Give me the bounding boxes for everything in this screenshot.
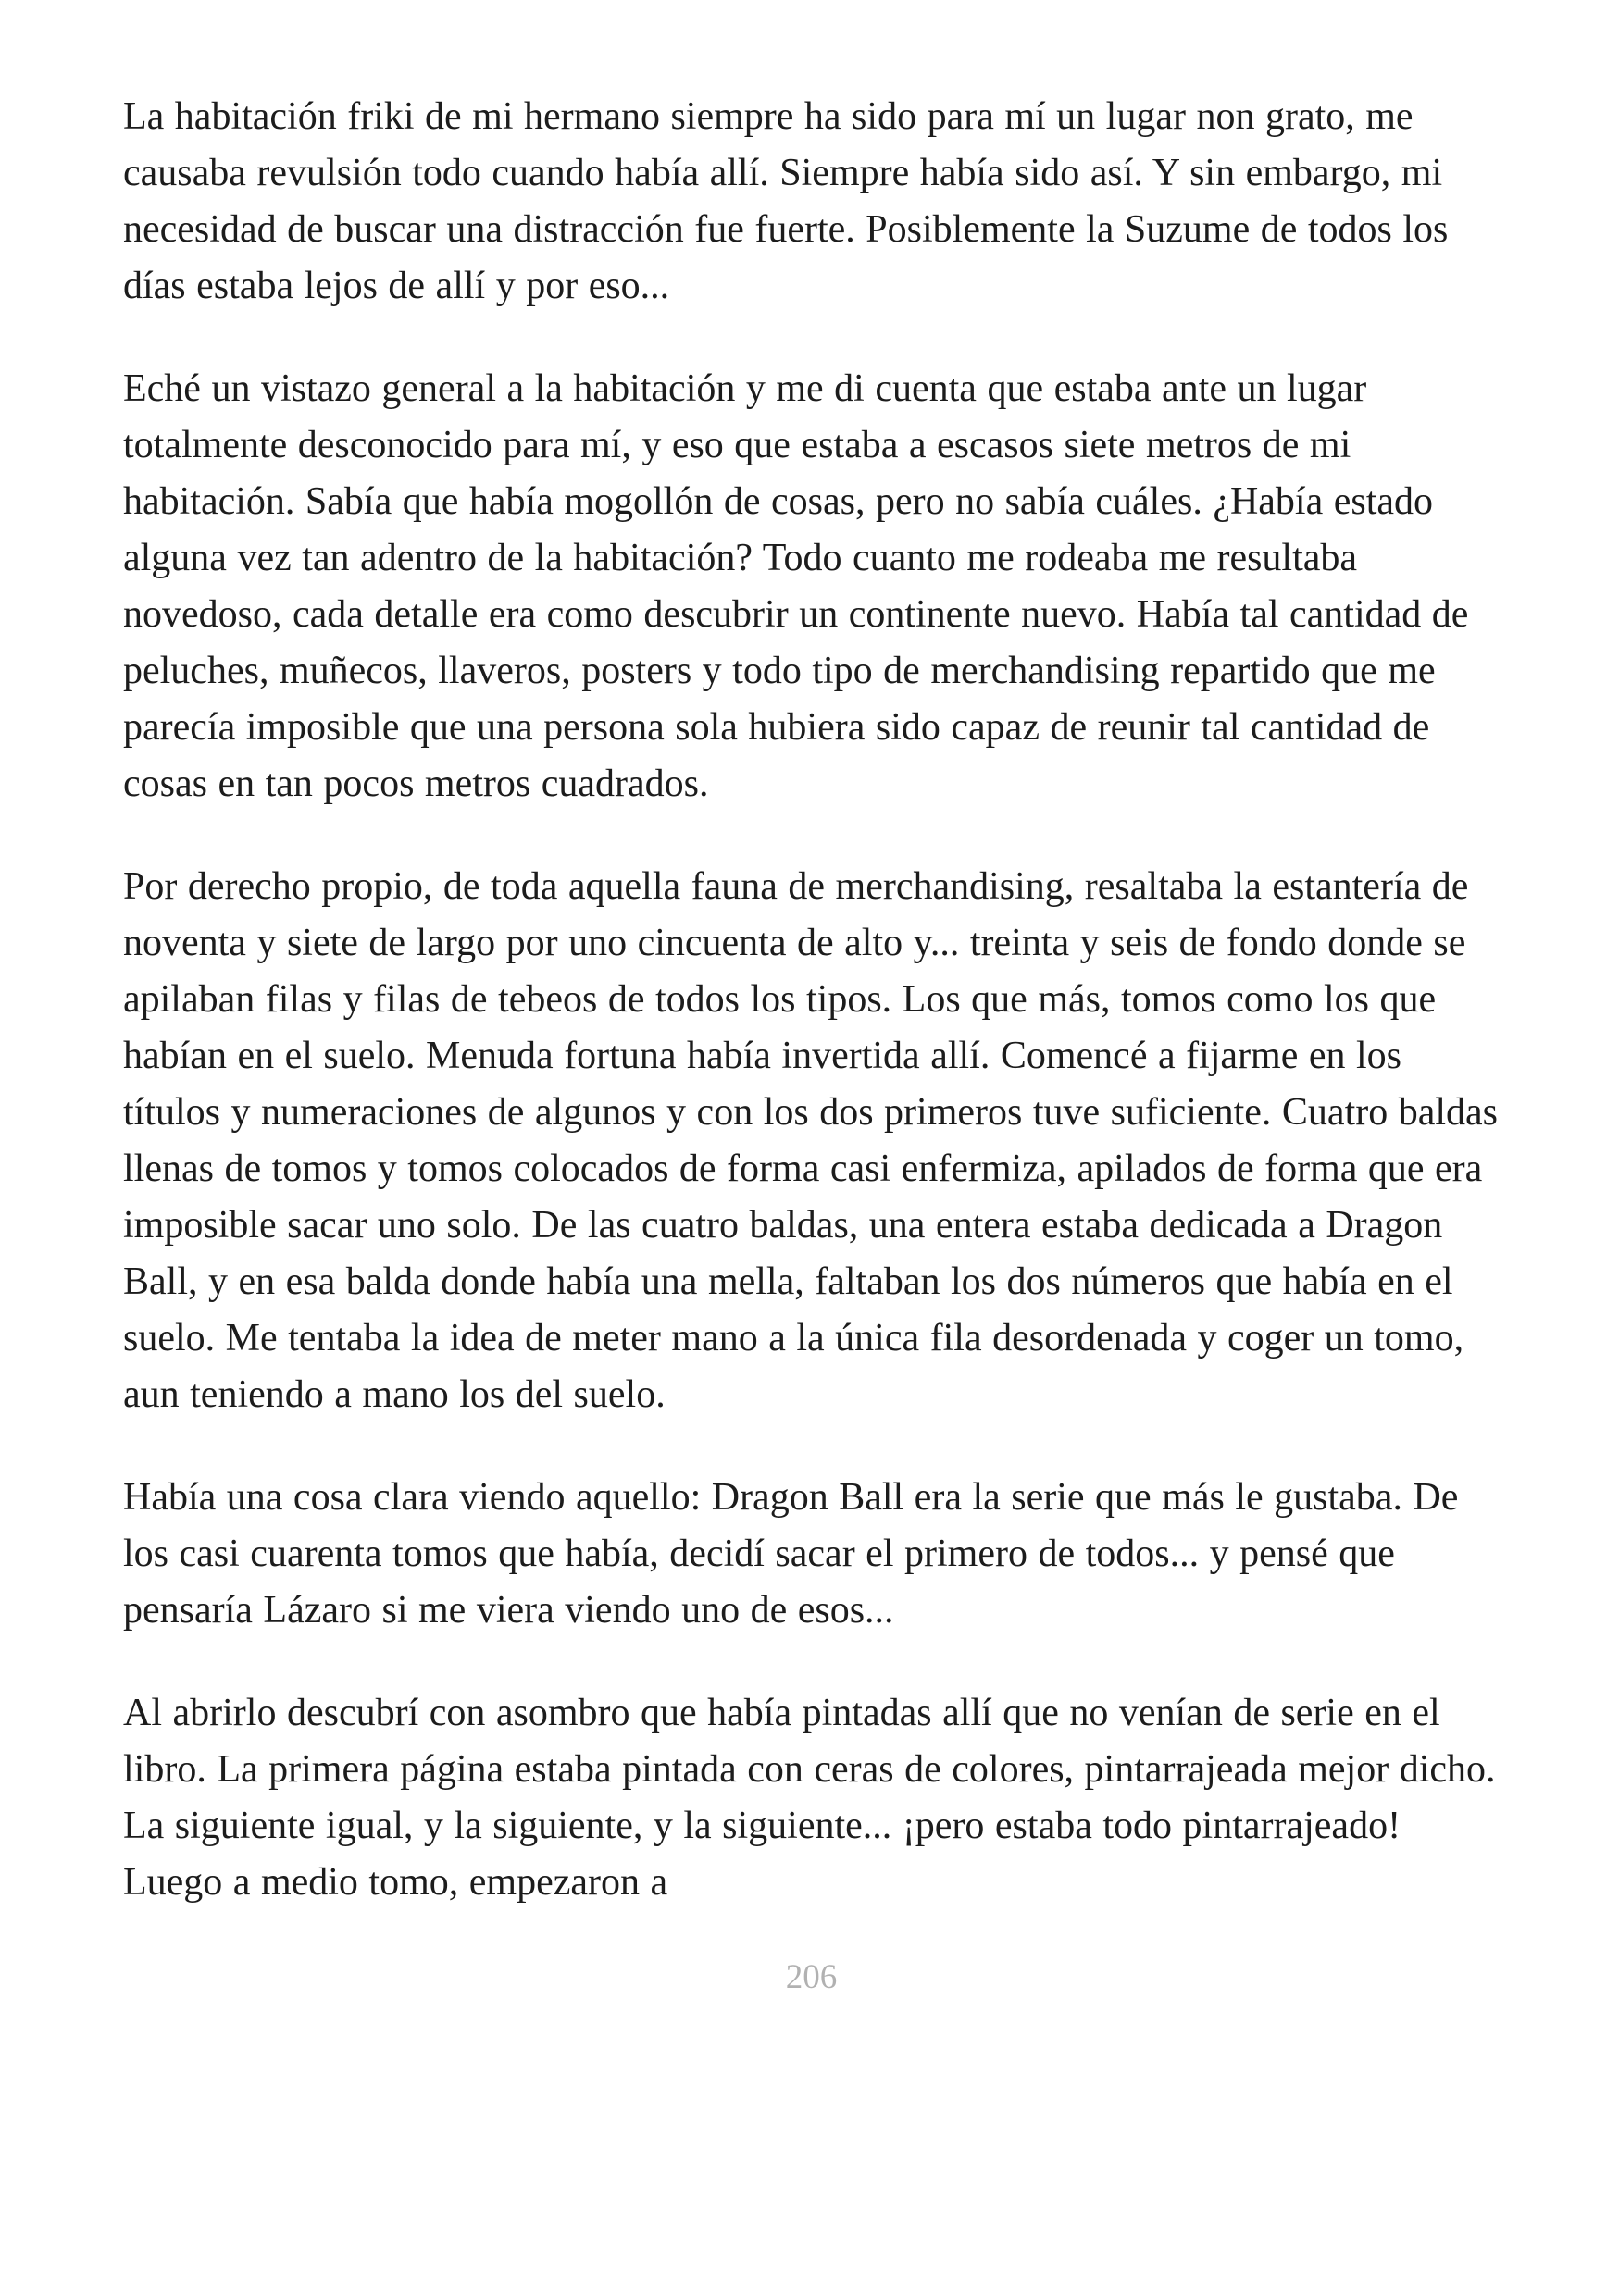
paragraph: Eché un vistazo general a la habitación y me di cuenta que estaba ante un lugar totalmente desconocido para mí, y eso que estaba a escasos siete metros de mi habitación. Sabía que había mogollón de cosas, pero no sabía cuáles. ¿Había estado alguna vez tan adentro de la habitación? Todo cuanto me rodeaba me resultaba novedoso, cada detalle era como descubrir un continente nuevo. Había tal cantidad de peluches, muñecos, llaveros, posters y todo tipo de merchandising repartido que me parecía imposible que una persona sola hubiera sido capaz de reunir tal cantidad de cosas en tan pocos metros cuadrados. <box>123 367 1469 805</box>
paragraph: Al abrirlo descubrí con asombro que había pintadas allí que no venían de serie en el libro. La primera página estaba pintada con ceras de colores, pintarrajeada mejor dicho. La siguiente igual, y la siguiente, y la siguiente... ¡pero estaba todo pintarrajeado! Luego a medio tomo, empezaron a <box>123 1692 1496 1904</box>
page-number: 206 <box>785 1958 838 1996</box>
paragraph: Había una cosa clara viendo aquello: Dragon Ball era la serie que más le gustaba. De los casi cuarenta tomos que había, decidí sacar el primero de todos... y pensé que pensaría Lázaro si me viera viendo uno de esos... <box>123 1476 1459 1632</box>
body-text-block <box>123 89 1500 1911</box>
paragraph: Por derecho propio, de toda aquella fauna de merchandising, resaltaba la estantería de noventa y siete de largo por uno cincuenta de alto y... treinta y seis de fondo donde se apilaban filas y filas de tebeos de todos los tipos. Los que más, tomos como los que habían en el suelo. Menuda fortuna había invertida allí. Comencé a fijarme en los títulos y numeraciones de algunos y con los dos primeros tuve suficiente. Cuatro baldas llenas de tomos y tomos colocados de forma casi enfermiza, apilados de forma que era imposible sacar uno solo. De las cuatro baldas, una entera estaba dedicada a Dragon Ball, y en esa balda donde había una mella, faltaban los dos números que había en el suelo. Me tentaba la idea de meter mano a la única fila desordenada y coger un tomo, aun teniendo a mano los del suelo. <box>123 865 1499 1416</box>
paragraph: La habitación friki de mi hermano siempre ha sido para mí un lugar non grato, me causaba revulsión todo cuando había allí. Siempre había sido así. Y sin embargo, mi necesidad de buscar una distracción fue fuerte. Posiblemente la Suzume de todos los días estaba lejos de allí y por eso... <box>123 95 1449 307</box>
